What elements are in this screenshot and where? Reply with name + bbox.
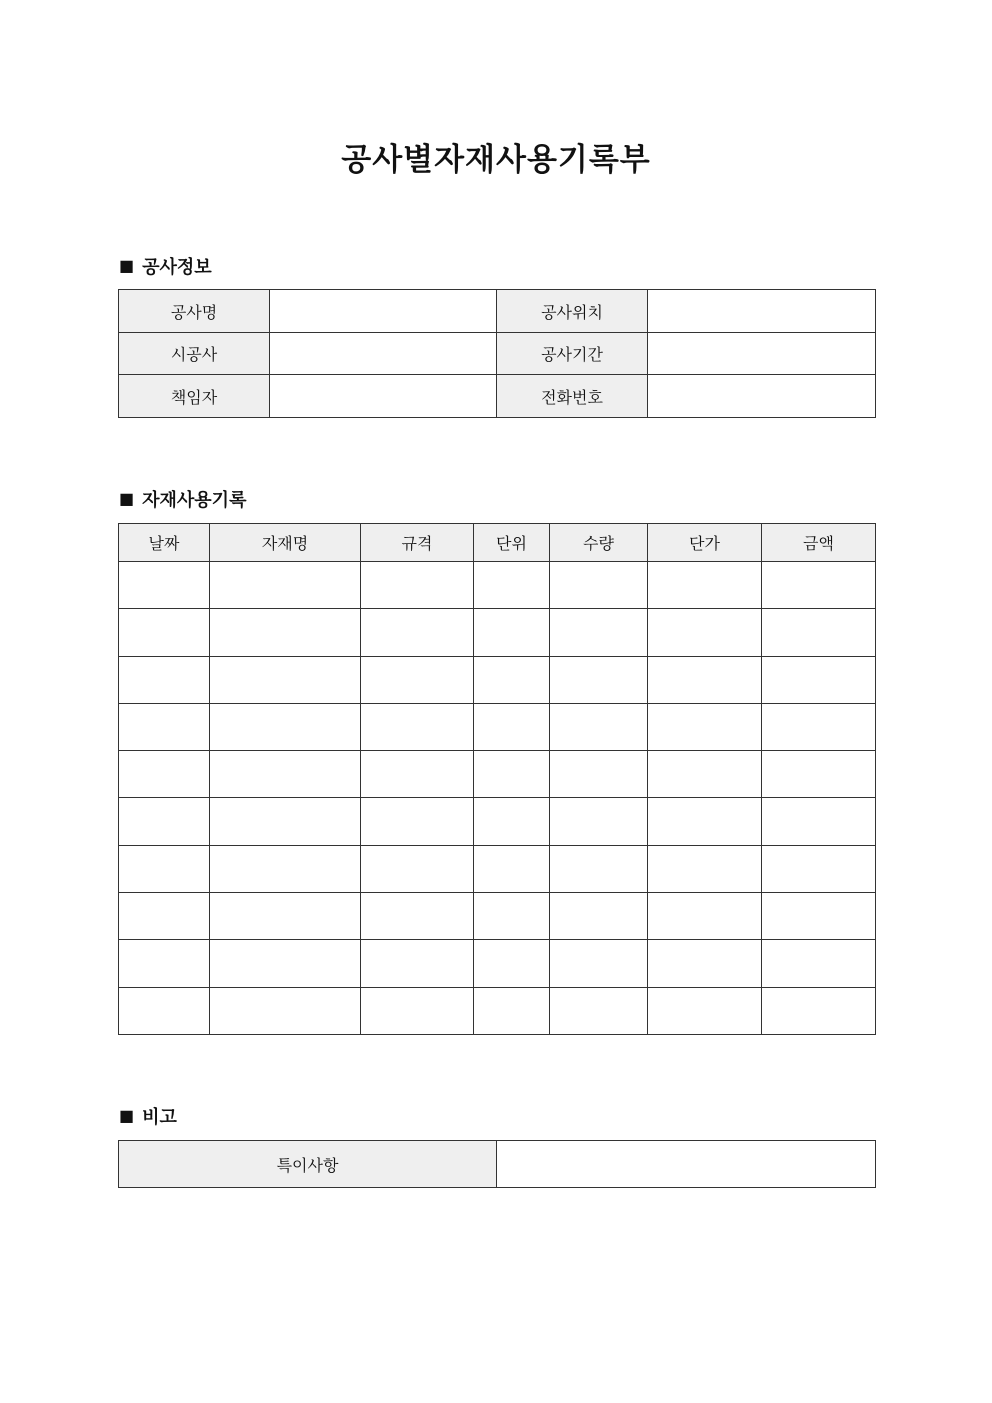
spec-cell[interactable] xyxy=(361,751,474,798)
unit-cell[interactable] xyxy=(474,656,550,703)
table-row xyxy=(119,333,876,375)
unit-price-cell[interactable] xyxy=(648,751,762,798)
material-name-cell[interactable] xyxy=(210,656,361,703)
square-bullet-icon: ■ xyxy=(119,256,135,275)
column-header-material-name: 자재명 xyxy=(210,524,361,562)
quantity-cell[interactable] xyxy=(550,656,648,703)
date-cell[interactable] xyxy=(119,940,210,987)
quantity-cell[interactable] xyxy=(550,845,648,892)
project-period-field[interactable] xyxy=(648,333,876,375)
remarks-table xyxy=(118,1140,876,1188)
document-title: 공사별자재사용기록부 xyxy=(341,142,651,178)
special-notes-field[interactable] xyxy=(497,1141,876,1188)
material-name-cell[interactable] xyxy=(210,798,361,845)
spec-cell[interactable] xyxy=(361,845,474,892)
unit-price-cell[interactable] xyxy=(648,798,762,845)
unit-cell[interactable] xyxy=(474,940,550,987)
square-bullet-icon: ■ xyxy=(119,489,135,508)
unit-cell[interactable] xyxy=(474,893,550,940)
material-name-cell[interactable] xyxy=(210,609,361,656)
remarks-section-title: 비고 xyxy=(142,1107,177,1128)
material-name-cell[interactable] xyxy=(210,987,361,1034)
phone-label: 전화번호 xyxy=(497,375,648,418)
project-location-field[interactable] xyxy=(648,290,876,333)
table-row xyxy=(119,375,876,418)
amount-cell[interactable] xyxy=(762,893,876,940)
table-row xyxy=(119,845,876,892)
amount-cell[interactable] xyxy=(762,703,876,750)
phone-field[interactable] xyxy=(648,375,876,418)
square-bullet-icon: ■ xyxy=(119,1106,135,1125)
amount-cell[interactable] xyxy=(762,798,876,845)
unit-price-cell[interactable] xyxy=(648,703,762,750)
table-row xyxy=(119,940,876,987)
manager-label: 책임자 xyxy=(119,375,270,418)
table-row xyxy=(119,987,876,1034)
info-section-heading xyxy=(119,253,212,279)
amount-cell[interactable] xyxy=(762,609,876,656)
date-cell[interactable] xyxy=(119,893,210,940)
spec-cell[interactable] xyxy=(361,798,474,845)
date-cell[interactable] xyxy=(119,751,210,798)
table-row xyxy=(119,751,876,798)
date-cell[interactable] xyxy=(119,609,210,656)
quantity-cell[interactable] xyxy=(550,940,648,987)
unit-cell[interactable] xyxy=(474,845,550,892)
unit-cell[interactable] xyxy=(474,798,550,845)
date-cell[interactable] xyxy=(119,987,210,1034)
contractor-field[interactable] xyxy=(270,333,497,375)
column-header-quantity: 수량 xyxy=(550,524,648,562)
materials-section-title: 자재사용기록 xyxy=(142,490,247,511)
remarks-section-heading xyxy=(119,1103,177,1129)
column-header-spec: 규격 xyxy=(361,524,474,562)
table-row xyxy=(119,656,876,703)
unit-price-cell[interactable] xyxy=(648,562,762,609)
amount-cell[interactable] xyxy=(762,656,876,703)
table-row xyxy=(119,798,876,845)
date-cell[interactable] xyxy=(119,562,210,609)
table-row xyxy=(119,609,876,656)
project-name-label: 공사명 xyxy=(119,290,270,333)
material-name-cell[interactable] xyxy=(210,845,361,892)
manager-field[interactable] xyxy=(270,375,497,418)
column-header-date: 날짜 xyxy=(119,524,210,562)
quantity-cell[interactable] xyxy=(550,987,648,1034)
quantity-cell[interactable] xyxy=(550,562,648,609)
amount-cell[interactable] xyxy=(762,751,876,798)
info-section-title: 공사정보 xyxy=(142,257,212,278)
special-notes-label: 특이사항 xyxy=(119,1141,497,1188)
column-header-amount: 금액 xyxy=(762,524,876,562)
spec-cell[interactable] xyxy=(361,703,474,750)
unit-price-cell[interactable] xyxy=(648,987,762,1034)
date-cell[interactable] xyxy=(119,703,210,750)
spec-cell[interactable] xyxy=(361,893,474,940)
unit-price-cell[interactable] xyxy=(648,893,762,940)
material-name-cell[interactable] xyxy=(210,703,361,750)
amount-cell[interactable] xyxy=(762,940,876,987)
unit-price-cell[interactable] xyxy=(648,656,762,703)
spec-cell[interactable] xyxy=(361,609,474,656)
unit-cell[interactable] xyxy=(474,751,550,798)
column-header-unit: 단위 xyxy=(474,524,550,562)
spec-cell[interactable] xyxy=(361,656,474,703)
unit-price-cell[interactable] xyxy=(648,609,762,656)
materials-table xyxy=(118,523,876,1035)
unit-cell[interactable] xyxy=(474,987,550,1034)
unit-price-cell[interactable] xyxy=(648,940,762,987)
project-period-label: 공사기간 xyxy=(497,333,648,375)
column-header-unit-price: 단가 xyxy=(648,524,762,562)
unit-price-cell[interactable] xyxy=(648,845,762,892)
project-location-label: 공사위치 xyxy=(497,290,648,333)
unit-cell[interactable] xyxy=(474,703,550,750)
amount-cell[interactable] xyxy=(762,987,876,1034)
quantity-cell[interactable] xyxy=(550,798,648,845)
materials-section-heading xyxy=(119,486,246,512)
material-name-cell[interactable] xyxy=(210,940,361,987)
amount-cell[interactable] xyxy=(762,845,876,892)
project-name-field[interactable] xyxy=(270,290,497,333)
info-table xyxy=(118,289,876,418)
material-name-cell[interactable] xyxy=(210,893,361,940)
quantity-cell[interactable] xyxy=(550,703,648,750)
date-cell[interactable] xyxy=(119,798,210,845)
table-row xyxy=(119,290,876,333)
table-row xyxy=(119,893,876,940)
unit-cell[interactable] xyxy=(474,562,550,609)
quantity-cell[interactable] xyxy=(550,609,648,656)
date-cell[interactable] xyxy=(119,845,210,892)
amount-cell[interactable] xyxy=(762,562,876,609)
table-row xyxy=(119,703,876,750)
quantity-cell[interactable] xyxy=(550,751,648,798)
date-cell[interactable] xyxy=(119,656,210,703)
table-row xyxy=(119,562,876,609)
spec-cell[interactable] xyxy=(361,562,474,609)
materials-header-row xyxy=(119,524,876,562)
unit-cell[interactable] xyxy=(474,609,550,656)
table-row xyxy=(119,1141,876,1188)
contractor-label: 시공사 xyxy=(119,333,270,375)
quantity-cell[interactable] xyxy=(550,893,648,940)
material-name-cell[interactable] xyxy=(210,562,361,609)
spec-cell[interactable] xyxy=(361,987,474,1034)
material-name-cell[interactable] xyxy=(210,751,361,798)
spec-cell[interactable] xyxy=(361,940,474,987)
